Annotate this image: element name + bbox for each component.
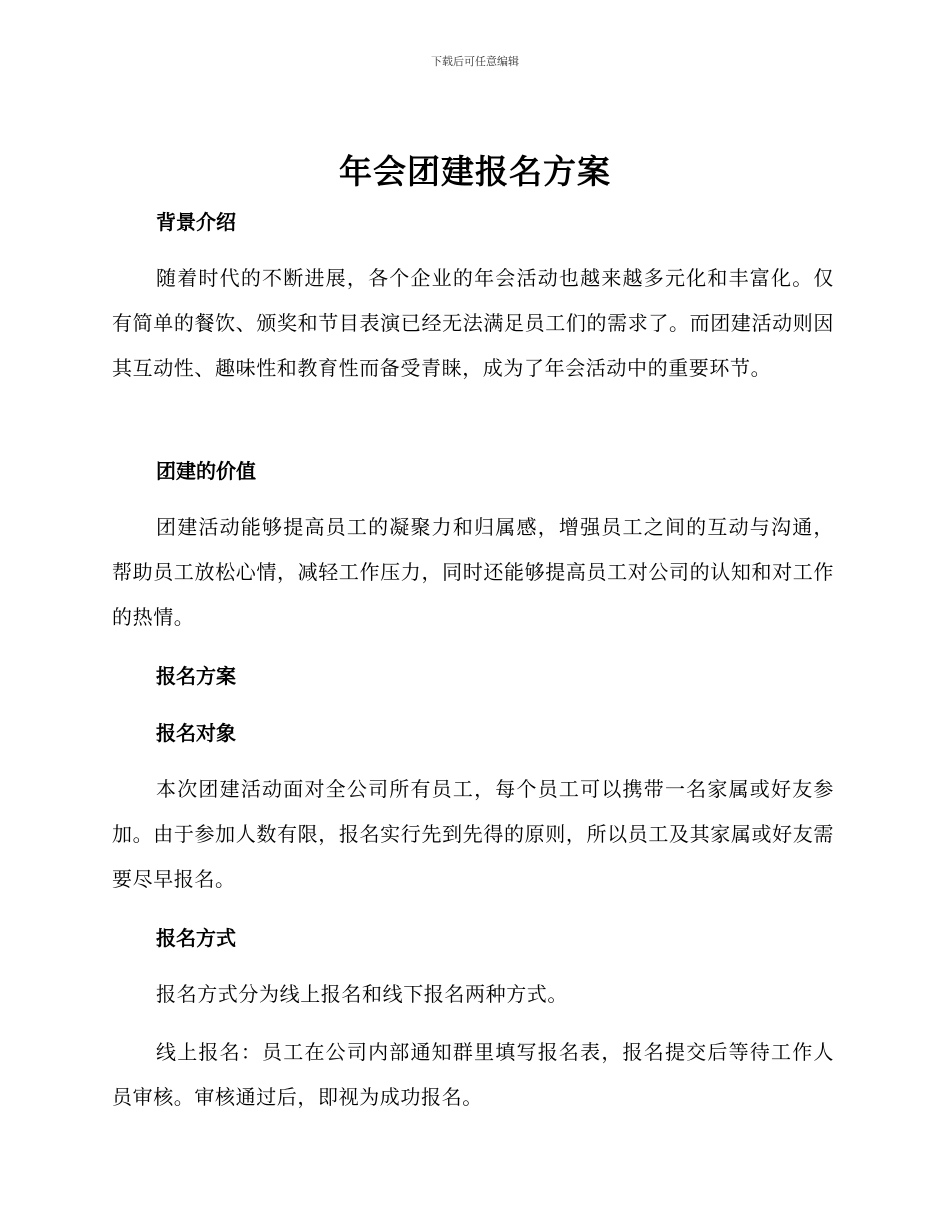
section-heading-value: 团建的价值 — [156, 459, 256, 483]
section-heading-background: 背景介绍 — [156, 210, 236, 234]
paragraph-value: 团建活动能够提高员工的凝聚力和归属感，增强员工之间的互动与沟通，帮助员工放松心情，减轻工作压力，同时还能够提高员工对公司的认知和对工作的热情。 — [112, 515, 834, 629]
paragraph-registration-target: 本次团建活动面对全公司所有员工，每个员工可以携带一名家属或好友参加。由于参加人数有限，报名实行先到先得的原则，所以员工及其家属或好友需要尽早报名。 — [112, 777, 834, 891]
document-title: 年会团建报名方案 — [339, 152, 611, 191]
section-heading-registration-target: 报名对象 — [156, 721, 236, 745]
paragraph-registration-method: 报名方式分为线上报名和线下报名两种方式。 — [156, 982, 568, 1006]
paragraph-online-registration: 线上报名：员工在公司内部通知群里填写报名表，报名提交后等待工作人员审核。审核通过后，即视为成功报名。 — [112, 1040, 834, 1109]
paragraph-background: 随着时代的不断进展，各个企业的年会活动也越来越多元化和丰富化。仅有简单的餐饮、颁奖和节目表演已经无法满足员工们的需求了。而团建活动则因其互动性、趣味性和教育性而备受青睐，成为了年会活动中的重要环节。 — [112, 266, 834, 380]
section-heading-registration-plan: 报名方案 — [156, 664, 236, 688]
page-header-note: 下载后可任意编辑 — [431, 55, 519, 68]
section-heading-registration-method: 报名方式 — [156, 926, 236, 950]
